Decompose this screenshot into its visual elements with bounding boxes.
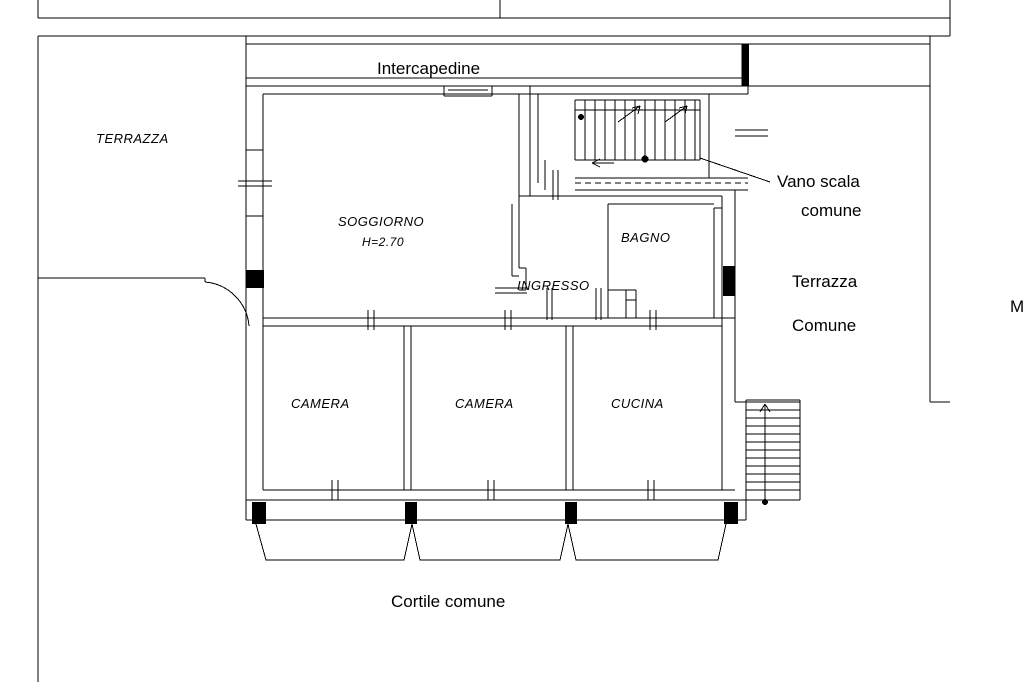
annotation-terrazza-comune-line2: Comune bbox=[792, 316, 857, 335]
annotation-cortile-comune: Cortile comune bbox=[391, 592, 506, 611]
room-label-camera-1: CAMERA bbox=[291, 396, 350, 411]
room-label-ingresso: INGRESSO bbox=[517, 278, 590, 293]
room-label-cucina: CUCINA bbox=[611, 396, 664, 411]
annotation-right-edge-letter: M bbox=[1010, 297, 1024, 316]
room-height-soggiorno: H=2.70 bbox=[362, 235, 405, 249]
annotation-intercapedine: Intercapedine bbox=[377, 59, 481, 78]
room-label-terrazza: TERRAZZA bbox=[96, 131, 169, 146]
room-label-camera-2: CAMERA bbox=[455, 396, 514, 411]
annotation-vano-scala-comune: comune bbox=[801, 201, 862, 220]
room-label-soggiorno: SOGGIORNO bbox=[338, 214, 425, 229]
room-label-bagno: BAGNO bbox=[621, 230, 671, 245]
annotation-vano-scala: Vano scala bbox=[777, 172, 860, 191]
annotation-terrazza-comune-line1: Terrazza bbox=[792, 272, 858, 291]
